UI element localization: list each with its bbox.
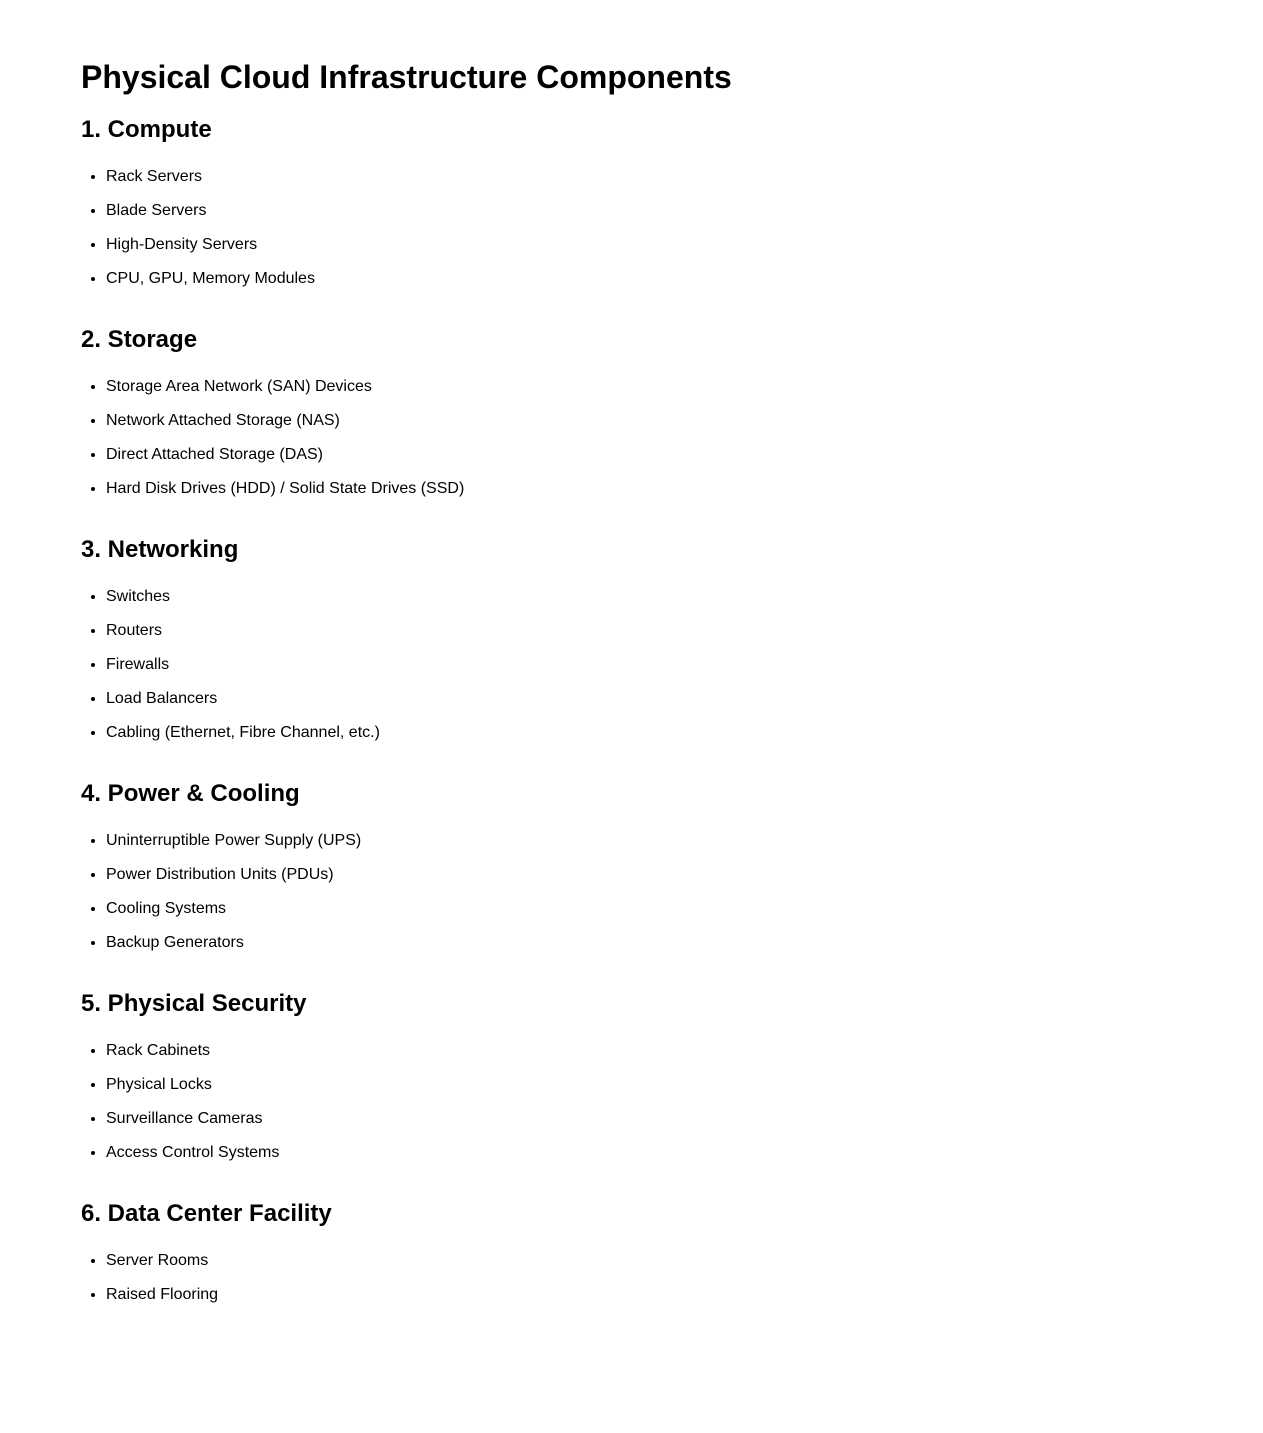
- bullet-list: [81, 587, 1143, 742]
- list-item: • Backup Generators: [106, 933, 1143, 952]
- section-heading: 2. Storage: [81, 326, 198, 353]
- list-item: • Server Rooms: [106, 1251, 1143, 1270]
- bullet-list: [81, 1251, 1143, 1304]
- bullet-list: [81, 1041, 1143, 1162]
- list-item: • Power Distribution Units (PDUs): [106, 865, 1143, 884]
- page-title: Physical Cloud Infrastructure Components: [81, 59, 732, 95]
- list-item: • Switches: [106, 587, 1143, 606]
- list-item: • Firewalls: [106, 655, 1143, 674]
- list-item: • Uninterruptible Power Supply (UPS): [106, 831, 1143, 850]
- list-item: • Raised Flooring: [106, 1285, 1143, 1304]
- list-item: • Storage Area Network (SAN) Devices: [106, 377, 1143, 396]
- list-item: • Access Control Systems: [106, 1143, 1143, 1162]
- section-heading: 4. Power & Cooling: [81, 780, 300, 807]
- section-power-cooling: [81, 780, 1143, 952]
- section-compute: [81, 116, 1143, 288]
- list-item: • Cooling Systems: [106, 899, 1143, 918]
- section-heading: 5. Physical Security: [81, 990, 307, 1017]
- list-item: • Rack Cabinets: [106, 1041, 1143, 1060]
- list-item: • Network Attached Storage (NAS): [106, 411, 1143, 430]
- list-item: • Physical Locks: [106, 1075, 1143, 1094]
- section-heading: 3. Networking: [81, 536, 239, 563]
- list-item: • Cabling (Ethernet, Fibre Channel, etc.): [106, 723, 1143, 742]
- bullet-list: [81, 167, 1143, 288]
- section-data-center-facility: [81, 1200, 1143, 1304]
- list-item: • Hard Disk Drives (HDD) / Solid State Drives (SSD): [106, 479, 1143, 498]
- list-item: • Direct Attached Storage (DAS): [106, 445, 1143, 464]
- section-heading: 1. Compute: [81, 116, 212, 143]
- section-heading: 6. Data Center Facility: [81, 1200, 332, 1227]
- list-item: • High-Density Servers: [106, 235, 1143, 254]
- section-storage: [81, 326, 1143, 498]
- list-item: • CPU, GPU, Memory Modules: [106, 269, 1143, 288]
- list-item: • Rack Servers: [106, 167, 1143, 186]
- list-item: • Load Balancers: [106, 689, 1143, 708]
- list-item: • Blade Servers: [106, 201, 1143, 220]
- list-item: • Surveillance Cameras: [106, 1109, 1143, 1128]
- bullet-list: [81, 377, 1143, 498]
- bullet-list: [81, 831, 1143, 952]
- section-physical-security: [81, 990, 1143, 1162]
- section-networking: [81, 536, 1143, 742]
- list-item: • Routers: [106, 621, 1143, 640]
